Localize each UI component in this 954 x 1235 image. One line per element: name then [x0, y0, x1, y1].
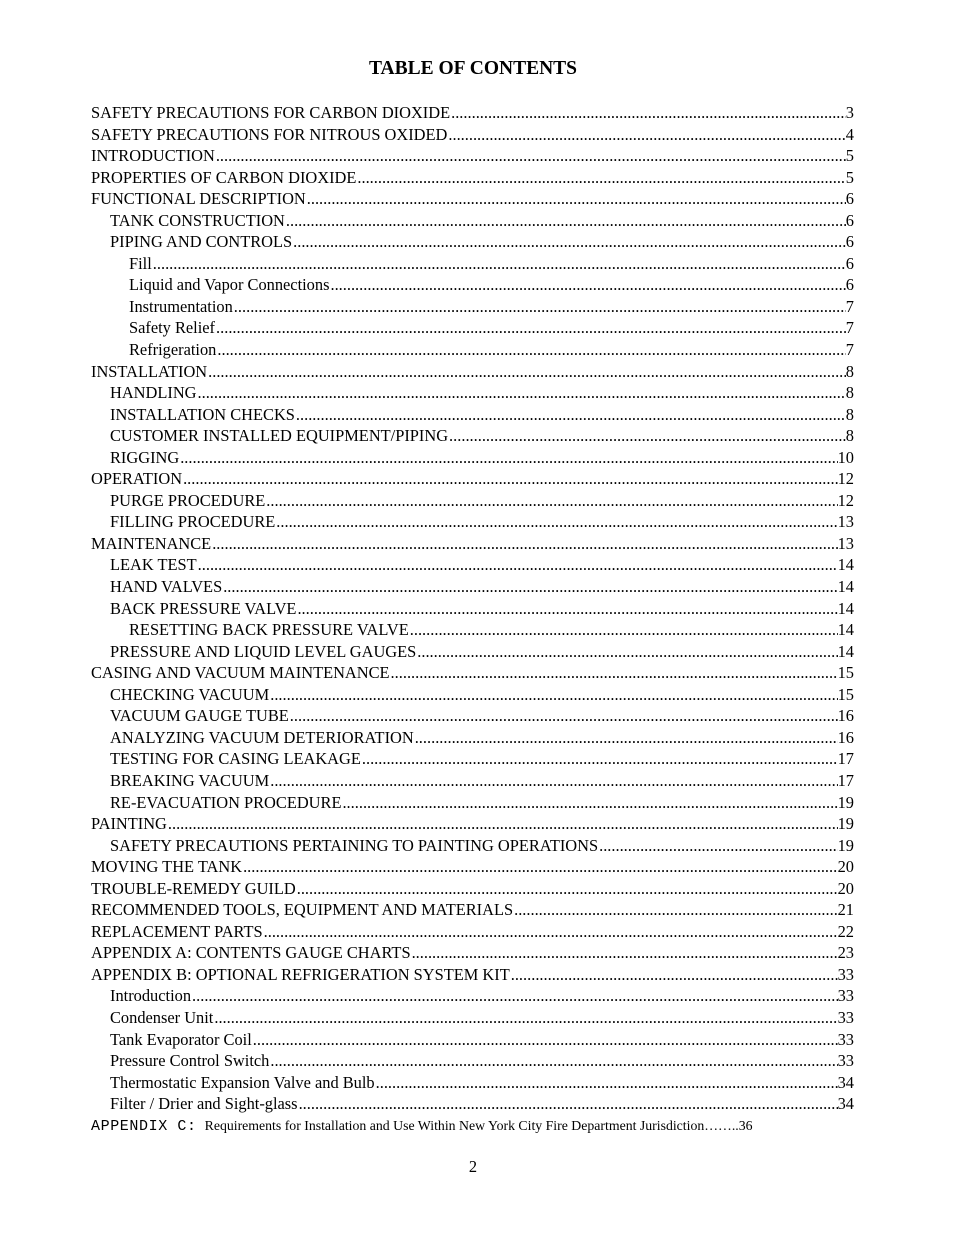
toc-entry-page: 20 — [837, 878, 854, 898]
toc-entry-page: 6 — [845, 253, 854, 273]
dot-leader — [342, 792, 837, 814]
toc-entry-label: LEAK TEST — [110, 555, 197, 575]
toc-entry-label: SAFETY PRECAUTIONS FOR NITROUS OXIDED — [91, 124, 448, 144]
toc-entry-page: 34 — [837, 1094, 854, 1114]
dot-leader — [511, 964, 838, 986]
toc-entry-page: 16 — [837, 706, 854, 726]
dot-leader — [253, 1029, 838, 1051]
toc-entry-page: 6 — [845, 189, 854, 209]
toc-entry[interactable] — [91, 231, 854, 253]
toc-entry-page: 19 — [837, 835, 854, 855]
toc-entry[interactable] — [91, 619, 854, 641]
toc-entry-page: 20 — [837, 857, 854, 877]
dot-leader — [168, 813, 838, 835]
toc-entry-page: 8 — [845, 404, 854, 424]
dot-leader — [198, 554, 838, 576]
toc-entry-label: CHECKING VACUUM — [110, 684, 270, 704]
toc-entry-page: 33 — [837, 1007, 854, 1027]
toc-entry-page: 7 — [845, 296, 854, 316]
toc-entry-label: RE-EVACUATION PROCEDURE — [110, 792, 342, 812]
toc-entry-page: 5 — [845, 146, 854, 166]
toc-entry[interactable] — [91, 102, 854, 124]
dot-leader — [293, 231, 846, 253]
toc-entry[interactable] — [91, 705, 854, 727]
toc-entry-page: 14 — [837, 620, 854, 640]
toc-entry[interactable] — [91, 468, 854, 490]
toc-entry-label: INSTALLATION — [91, 361, 208, 381]
dot-leader — [451, 102, 846, 124]
toc-entry-page: 14 — [837, 598, 854, 618]
toc-entry-label: HAND VALVES — [110, 577, 223, 597]
toc-entry-label: FUNCTIONAL DESCRIPTION — [91, 189, 306, 209]
toc-entry[interactable] — [91, 425, 854, 447]
dot-leader — [270, 1050, 837, 1072]
dot-leader — [192, 985, 838, 1007]
appendix-c-label: APPENDIX C: — [91, 1117, 197, 1135]
toc-entry-page: 15 — [837, 663, 854, 683]
toc-entry-label: RIGGING — [110, 447, 180, 467]
toc-entry-page: 4 — [845, 124, 854, 144]
toc-entry-label: SAFETY PRECAUTIONS PERTAINING TO PAINTING OPERATIONS — [110, 835, 599, 855]
toc-entry-page: 3 — [845, 103, 854, 122]
dot-leader — [212, 533, 837, 555]
toc-entry[interactable] — [91, 253, 854, 275]
toc-entry[interactable] — [91, 1029, 854, 1051]
dot-leader — [376, 1072, 838, 1094]
toc-entry[interactable] — [91, 188, 854, 210]
toc-entry[interactable] — [91, 361, 854, 383]
dot-leader — [216, 317, 846, 339]
toc-entry[interactable] — [91, 727, 854, 749]
toc-entry[interactable] — [91, 1050, 854, 1072]
toc-entry-label: Pressure Control Switch — [110, 1051, 270, 1071]
toc-entry[interactable] — [91, 339, 854, 361]
toc-entry-page: 33 — [837, 1051, 854, 1071]
toc-entry-page: 19 — [837, 792, 854, 812]
toc-entry-label: TESTING FOR CASING LEAKAGE — [110, 749, 361, 769]
toc-entry-appendix-c[interactable] — [91, 1115, 854, 1137]
toc-entry-label: HANDLING — [110, 383, 197, 403]
dot-leader — [307, 188, 846, 210]
toc-entry-page: 17 — [837, 770, 854, 790]
toc-entry-label: TROUBLE-REMEDY GUILD — [91, 878, 296, 898]
toc-entry[interactable] — [91, 296, 854, 318]
toc-entry-label: INTRODUCTION — [91, 146, 215, 166]
dot-leader — [391, 662, 838, 684]
toc-entry-label: VACUUM GAUGE TUBE — [110, 706, 289, 726]
toc-entry-label: Refrigeration — [129, 340, 217, 360]
toc-entry[interactable] — [91, 856, 854, 878]
page-title: TABLE OF CONTENTS — [368, 58, 578, 79]
toc-entry[interactable] — [91, 748, 854, 770]
toc-entry[interactable] — [91, 942, 854, 964]
toc-entry-label: PAINTING — [91, 814, 167, 834]
toc-entry-page: 6 — [845, 275, 854, 295]
toc-entry[interactable] — [91, 447, 854, 469]
toc-entry-page: 13 — [837, 512, 854, 532]
dot-leader — [330, 274, 845, 296]
toc-entry-label: CASING AND VACUUM MAINTENANCE — [91, 663, 390, 683]
toc-entry[interactable] — [91, 533, 854, 555]
toc-entry-label: Tank Evaporator Coil — [110, 1029, 252, 1049]
toc-entry-page: 16 — [837, 727, 854, 747]
toc-entry-label: MAINTENANCE — [91, 533, 212, 553]
dot-leader — [183, 468, 838, 490]
toc-entry[interactable] — [91, 167, 854, 189]
toc-entry-page: 8 — [845, 361, 854, 381]
toc-entry[interactable] — [91, 964, 854, 986]
toc-entry-label: Filter / Drier and Sight-glass — [110, 1094, 298, 1114]
toc-entry-page: 13 — [837, 533, 854, 553]
table-of-contents — [91, 102, 854, 1136]
toc-entry-page: 14 — [837, 555, 854, 575]
toc-entry-label: Safety Relief — [129, 318, 216, 338]
dot-leader — [299, 1093, 838, 1115]
toc-entry-label: OPERATION — [91, 469, 183, 489]
toc-entry-page: 12 — [837, 469, 854, 489]
toc-entry[interactable] — [91, 576, 854, 598]
dot-leader — [234, 296, 846, 318]
toc-entry[interactable] — [91, 210, 854, 232]
toc-entry-label: REPLACEMENT PARTS — [91, 921, 263, 941]
dot-leader — [599, 835, 838, 857]
dot-leader — [216, 145, 846, 167]
toc-entry[interactable] — [91, 317, 854, 339]
toc-entry[interactable] — [91, 404, 854, 426]
toc-entry-page: 5 — [845, 167, 854, 187]
toc-entry[interactable] — [91, 274, 854, 296]
toc-entry-label: MOVING THE TANK — [91, 857, 243, 877]
toc-entry-label: ANALYZING VACUUM DETERIORATION — [110, 727, 414, 747]
toc-entry[interactable] — [91, 598, 854, 620]
toc-entry-page: 17 — [837, 749, 854, 769]
toc-entry-page: 15 — [837, 684, 854, 704]
toc-entry[interactable] — [91, 490, 854, 512]
dot-leader — [297, 598, 837, 620]
toc-entry-page: 33 — [837, 964, 854, 984]
toc-entry[interactable] — [91, 145, 854, 167]
dot-leader — [417, 641, 837, 663]
toc-entry-label: FILLING PROCEDURE — [110, 512, 276, 532]
dot-leader — [264, 921, 838, 943]
toc-entry-page: 8 — [845, 426, 854, 446]
toc-entry-label: PROPERTIES OF CARBON DIOXIDE — [91, 167, 357, 187]
dot-leader — [270, 770, 837, 792]
toc-entry-page: 22 — [837, 921, 854, 941]
dot-leader — [448, 124, 845, 146]
toc-entry[interactable] — [91, 813, 854, 835]
dot-leader — [357, 167, 845, 189]
dot-leader — [362, 748, 838, 770]
dot-leader — [290, 705, 838, 727]
toc-entry[interactable] — [91, 921, 854, 943]
dot-leader — [153, 253, 846, 275]
toc-entry-label: CUSTOMER INSTALLED EQUIPMENT/PIPING — [110, 426, 449, 446]
dot-leader — [198, 382, 846, 404]
dot-leader — [286, 210, 846, 232]
toc-entry-label: PRESSURE AND LIQUID LEVEL GAUGES — [110, 641, 417, 661]
toc-entry-label: BREAKING VACUUM — [110, 770, 270, 790]
dot-leader — [270, 684, 837, 706]
dot-leader — [449, 425, 846, 447]
toc-entry-page: 10 — [837, 447, 854, 467]
dot-leader — [208, 361, 846, 383]
toc-entry-page: 14 — [837, 577, 854, 597]
toc-entry-label: Fill — [129, 253, 152, 273]
toc-entry-label: Introduction — [110, 986, 192, 1006]
toc-entry[interactable] — [91, 1007, 854, 1029]
toc-entry-page: 23 — [837, 943, 854, 963]
toc-entry-label: RESETTING BACK PRESSURE VALVE — [129, 620, 409, 640]
toc-entry-label: RECOMMENDED TOOLS, EQUIPMENT AND MATERIALS — [91, 900, 514, 920]
toc-entry[interactable] — [91, 1072, 854, 1094]
toc-entry-page: 21 — [837, 900, 854, 920]
toc-entry-page: 6 — [845, 232, 854, 252]
toc-entry-label: Instrumentation — [129, 296, 233, 316]
dot-leader — [214, 1007, 837, 1029]
toc-entry[interactable] — [91, 985, 854, 1007]
toc-entry-page: 7 — [845, 318, 854, 338]
toc-entry[interactable] — [91, 1093, 854, 1115]
toc-entry-label: Condenser Unit — [110, 1007, 214, 1027]
toc-entry-page: 6 — [845, 210, 854, 230]
toc-entry-label: PIPING AND CONTROLS — [110, 232, 293, 252]
toc-entry[interactable] — [91, 878, 854, 900]
appendix-c-text: Requirements for Installation and Use Within New York City Fire Department Jurisdiction……..36 — [204, 1117, 753, 1133]
toc-entry-label: PURGE PROCEDURE — [110, 490, 266, 510]
dot-leader — [243, 856, 838, 878]
dot-leader — [217, 339, 845, 361]
dot-leader — [415, 727, 838, 749]
toc-entry-label: INSTALLATION CHECKS — [110, 404, 295, 424]
dot-leader — [180, 447, 837, 469]
toc-entry[interactable] — [91, 382, 854, 404]
toc-entry-page: 8 — [845, 383, 854, 403]
toc-entry-label: TANK CONSTRUCTION — [110, 210, 285, 230]
toc-entry-page: 19 — [837, 814, 854, 834]
toc-entry[interactable] — [91, 684, 854, 706]
dot-leader — [297, 878, 838, 900]
toc-entry-page: 12 — [837, 490, 854, 510]
toc-entry-page: 7 — [845, 340, 854, 360]
toc-entry[interactable] — [91, 662, 854, 684]
dot-leader — [412, 942, 838, 964]
toc-entry-label: SAFETY PRECAUTIONS FOR CARBON DIOXIDE — [91, 103, 451, 122]
toc-entry-label: APPENDIX A: CONTENTS GAUGE CHARTS — [91, 943, 411, 963]
toc-entry-label: BACK PRESSURE VALVE — [110, 598, 297, 618]
toc-entry-page: 33 — [837, 986, 854, 1006]
toc-entry[interactable] — [91, 899, 854, 921]
toc-entry[interactable] — [91, 792, 854, 814]
dot-leader — [514, 899, 838, 921]
dot-leader — [410, 619, 838, 641]
toc-entry[interactable] — [91, 511, 854, 533]
page-number: 2 — [468, 1157, 478, 1176]
toc-entry[interactable] — [91, 770, 854, 792]
toc-entry-label: APPENDIX B: OPTIONAL REFRIGERATION SYSTEM KIT — [91, 964, 510, 984]
toc-entry[interactable] — [91, 641, 854, 663]
dot-leader — [266, 490, 837, 512]
toc-entry-page: 14 — [837, 641, 854, 661]
toc-entry-page: 34 — [837, 1072, 854, 1092]
dot-leader — [296, 404, 846, 426]
toc-entry[interactable] — [91, 835, 854, 857]
dot-leader — [223, 576, 837, 598]
dot-leader — [276, 511, 837, 533]
toc-entry-label: Thermostatic Expansion Valve and Bulb — [110, 1072, 375, 1092]
toc-entry-label: Liquid and Vapor Connections — [129, 275, 330, 295]
toc-entry[interactable] — [91, 554, 854, 576]
toc-entry[interactable] — [91, 124, 854, 146]
toc-entry-page: 33 — [837, 1029, 854, 1049]
